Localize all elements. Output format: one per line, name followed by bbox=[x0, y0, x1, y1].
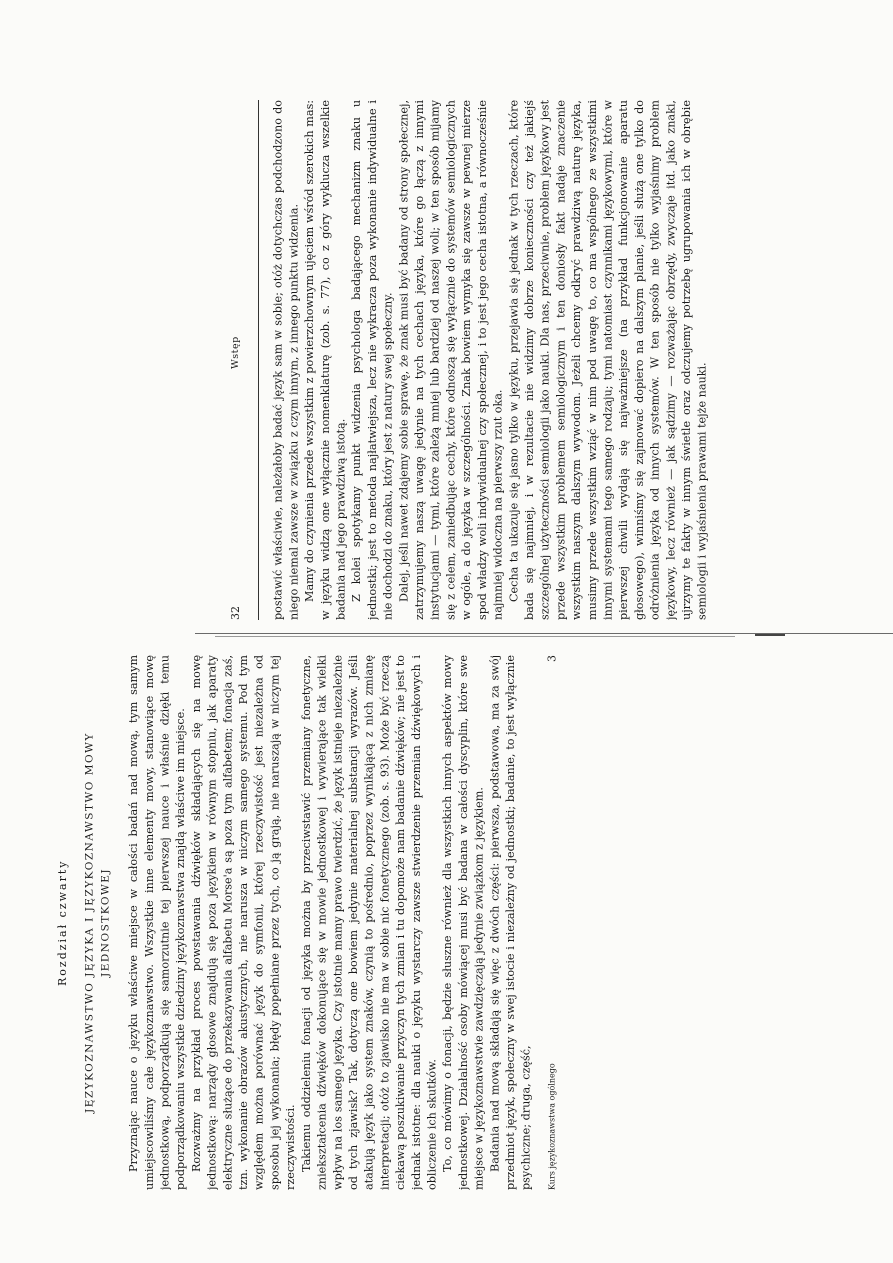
paragraph: Badania nad mową składają się więc z dwóch części: pierwsza, podstawowa, ma za swój przedmiot język, społeczny w swej istocie i niezależny od jednostki; badanie, to jest wyłącznie psychiczne; druga, część, bbox=[488, 655, 533, 1190]
page-number: 32 bbox=[229, 606, 242, 620]
chapter-label: Rozdział czwarty bbox=[56, 859, 69, 986]
page-32-text-block bbox=[228, 100, 788, 620]
page-33-text-block bbox=[55, 655, 625, 1190]
paragraph: To, co mówimy o fonacji, będzie słuszne również dla wszystkich innych aspektów mowy jednostkowej. Działalność osoby mówiącej musi być badana w całości dyscyplin, które swe miejsce w językoznawstwie zawdzięczają jedynie związkom z językiem. bbox=[441, 655, 486, 1190]
chapter-title: JĘZYKOZNAWSTWO JĘZYKA I JĘZYKOZNAWSTWO MOWY bbox=[83, 732, 96, 1113]
signature-mark: 3 bbox=[545, 655, 559, 662]
chapter-heading bbox=[55, 655, 114, 1190]
paragraph: postawić właściwie, należałoby badać język sam w sobie; otóż dotychczas podchodzono do niego niemal zawsze w związku z czym innym, z innego punktu widzenia. bbox=[271, 100, 301, 620]
paragraph: Mamy do czynienia przede wszystkim z powierzchownym ujęciem wśród szerokich mas: w języku widzą one wyłącznie nomenklaturę (zob. s. 77), co z góry wyklucza wszelkie badania nad jego prawdziwą istotą. bbox=[303, 100, 348, 620]
page-33 bbox=[55, 655, 625, 1190]
gutter-scan-artifact bbox=[195, 633, 893, 637]
paragraph: Cecha ta ukazuje się jasno tylko w języku, przejawia się jednak w tych rzeczach, które bada się najmniej, i w rezultacie nie widzimy dobrze konieczności czy też jakiejś szczególnej użyteczności semiologii jako nauki. Dla nas, przeciwnie, problem językowy jest przede wszystkim problemem semiologicznym i ten doniosły fakt nadaje znaczenie wszystkim naszym dalszym wywodom. Jeżeli chcemy odkryć prawdziwą naturę języka, musimy przede wszystkim wziąć w nim pod uwagę to, co ma wspólnego ze wszystkimi innymi systemami tego samego rodzaju; tymi natomiast czynnikami językowymi, które w pierwszej chwili wydają się najważniejsze (na przykład funkcjonowanie aparatu głosowego), winniśmy się zajmować dopiero na dalszym planie, jeśli służą one tylko do odróżnienia języka od innych systemów. W ten sposób nie tylko wyjaśnimy problem językowy, lecz również — jak sądzimy — rozważając obrzędy, zwyczaje itd. jako znaki, ujrzymy te fakty w innym świetle oraz odczujemy potrzebę ugrupowania ich w obrębie semiologii i wyjaśnienia prawami tejże nauki. bbox=[507, 100, 709, 620]
page-footer bbox=[544, 655, 560, 1190]
running-head-title: Wstęp bbox=[230, 336, 241, 370]
running-head bbox=[228, 100, 244, 620]
page-32 bbox=[228, 100, 788, 620]
paragraph: Rozważmy na przykład proces powstawania dźwięków składających się na mowę jednostkową: narządy głosowe znajdują się poza językiem w równym stopniu, jak aparaty elektryczne służące do przekazywania alfabetu Morse'a są poza tym alfabetem; fonacja zaś, tzn. wykonanie obrazów akustycznych, nie narusza w niczym samego systemu. Pod tym względem można porównać język do symfonii, której rzeczywistość jest niezależna od sposobu jej wykonania; błędy popełniane przez tych, co ją grają, nie naruszają w niczym tej rzeczywistości. bbox=[189, 655, 298, 1190]
paragraph: Przyznając nauce o języku właściwe miejsce w całości badań nad mową, tym samym umiejscowiliśmy całe językoznawstwo. Wszystkie inne elementy mowy, stanowiące mowę jednostkową, podporządkują się samorzutnie tej pierwszej nauce i właśnie dzięki temu podporządkowaniu wszystkie dziedziny językoznawstwa znajdą właściwe im miejsce. bbox=[127, 655, 188, 1190]
paragraph: Dalej, jeśli nawet zdajemy sobie sprawę, że znak musi być badany od strony społecznej, zatrzymujemy naszą uwagę jedynie na tych cechach języka, które go łączą z innymi instytucjami — tymi, które zależą mniej lub bardziej od naszej woli; w ten sposób mijamy się z celem, zaniedbując cechy, które odnoszą się wyłącznie do systemów semiologicznych w ogóle, a do języka w szczególności. Znak bowiem wymyka się zawsze w pewnej mierze spod władzy woli indywidualnej czy społecznej, i to jest jego cecha istotna, a równocześnie najmniej widoczna na pierwszy rzut oka. bbox=[397, 100, 505, 620]
chapter-title-continued: JEDNOSTKOWEJ bbox=[99, 867, 112, 978]
paragraph: Z kolei spotykamy punkt widzenia psychologa badającego mechanizm znaku u jednostki; jest to metoda najłatwiejsza, lecz nie wykracza poza wykonanie indywidualne i nie dochodzi do znaku, który jest z natury swej społeczny. bbox=[350, 100, 395, 620]
footer-book-title: Kurs językoznawstwa ogólnego bbox=[547, 1063, 557, 1190]
paragraph: Takiemu oddzieleniu fonacji od języka można by przeciwstawić przemiany fonetyczne, zniekształcenia dźwięków dokonujące się w mowie jednostkowej i wywierające tak wielki wpływ na los samego języka. Czy istotnie mamy prawo twierdzić, że język istnieje niezależnie od tych zjawisk? Tak, dotyczą one bowiem jedynie materialnej substancji wyrazów. Jeśli atakują język jako system znaków, czynią to pośrednio, poprzez wynikającą z nich zmianę interpretacji; otóż to zjawisko nie ma w sobie nic fonetycznego (zob. s. 93). Może być rzeczą ciekawą poszukiwanie przyczyn tych zmian i tu dopomoże nam badanie dźwięków; nie jest to jednak istotne: dla nauki o języku wystarczy zawsze stwierdzenie przemian dźwiękowych i obliczenie ich skutków. bbox=[299, 655, 439, 1190]
head-rule bbox=[258, 100, 259, 620]
